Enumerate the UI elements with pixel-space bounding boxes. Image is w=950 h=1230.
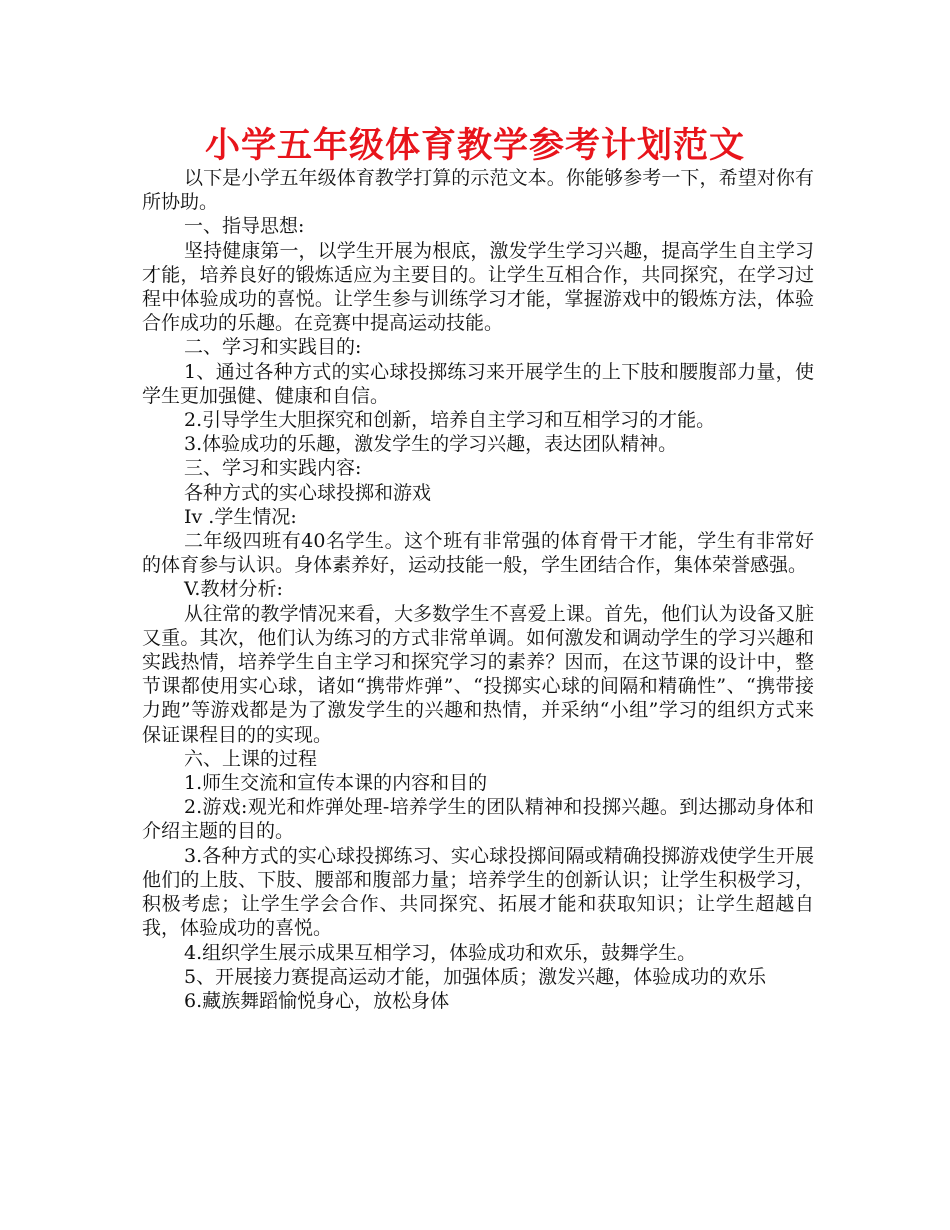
document-body <box>142 166 814 1013</box>
process-item-2: 2.游戏:观光和炸弹处理-培养学生的团队精神和投掷兴趣。到达挪动身体和介绍主题的目的。 <box>142 796 814 843</box>
process-item-6: 6.藏族舞蹈愉悦身心，放松身体 <box>184 989 450 1012</box>
guiding-ideology-paragraph: 坚持健康第一，以学生开展为根底，激发学生学习兴趣，提高学生自主学习才能，培养良好的锻炼适应为主要目的。让学生互相合作，共同探究，在学习过程中体验成功的喜悦。让学生参与训练学习才能，掌握游戏中的锻炼方法，体验合作成功的乐趣。在竞赛中提高运动技能。 <box>142 239 814 335</box>
section-heading-content: 三、学习和实践内容: <box>184 457 362 480</box>
process-item-4: 4.组织学生展示成果互相学习，体验成功和欢乐，鼓舞学生。 <box>184 941 697 964</box>
process-item-1: 1.师生交流和宣传本课的内容和目的 <box>184 772 488 795</box>
section-heading-objectives: 二、学习和实践目的: <box>184 336 362 359</box>
process-item-3: 3.各种方式的实心球投掷练习、实心球投掷间隔或精确投掷游戏使学生开展他们的上肢、下肢、腰部和腹部力量；培养学生的创新认识；让学生积极学习，积极考虑；让学生学会合作、共同探究、拓展才能和获取知识；让学生超越自我，体验成功的喜悦。 <box>142 844 814 940</box>
objective-item-1: 1、通过各种方式的实心球投掷练习来开展学生的上下肢和腰腹部力量，使学生更加强健、健康和自信。 <box>142 360 814 407</box>
section-heading-materials: V.教材分析: <box>184 578 283 601</box>
objective-item-3: 3.体验成功的乐趣，激发学生的学习兴趣，表达团队精神。 <box>184 433 678 456</box>
students-paragraph: 二年级四班有40名学生。这个班有非常强的体育骨干才能，学生有非常好的体育参与认识。身体素养好，运动技能一般，学生团结合作，集体荣誉感强。 <box>142 530 814 577</box>
document-title: 小学五年级体育教学参考计划范文 <box>204 126 745 166</box>
section-heading-process: 六、上课的过程 <box>184 747 318 770</box>
materials-paragraph: 从往常的教学情况来看，大多数学生不喜爱上课。首先，他们认为设备又脏又重。其次，他们认为练习的方式非常单调。如何激发和调动学生的学习兴趣和实践热情，培养学生自主学习和探究学习的素养？因而，在这节课的设计中，整节课都使用实心球，诸如“携带炸弹”、“投掷实心球的间隔和精确性”、“携带接力跑”等游戏都是为了激发学生的兴趣和热情，并采纳“小组”学习的组织方式来保证课程目的的实现。 <box>142 602 814 746</box>
content-paragraph: 各种方式的实心球投掷和游戏 <box>184 481 432 504</box>
section-heading-students: Iv .学生情况: <box>184 505 297 528</box>
process-item-5: 5、开展接力赛提高运动才能，加强体质；激发兴趣，体验成功的欢乐 <box>184 965 767 988</box>
section-heading-guiding-ideology: 一、指导思想: <box>184 215 305 238</box>
objective-item-2: 2.引导学生大胆探究和创新，培养自主学习和互相学习的才能。 <box>184 409 716 432</box>
intro-paragraph: 以下是小学五年级体育教学打算的示范文本。你能够参考一下，希望对你有所协助。 <box>142 167 814 214</box>
